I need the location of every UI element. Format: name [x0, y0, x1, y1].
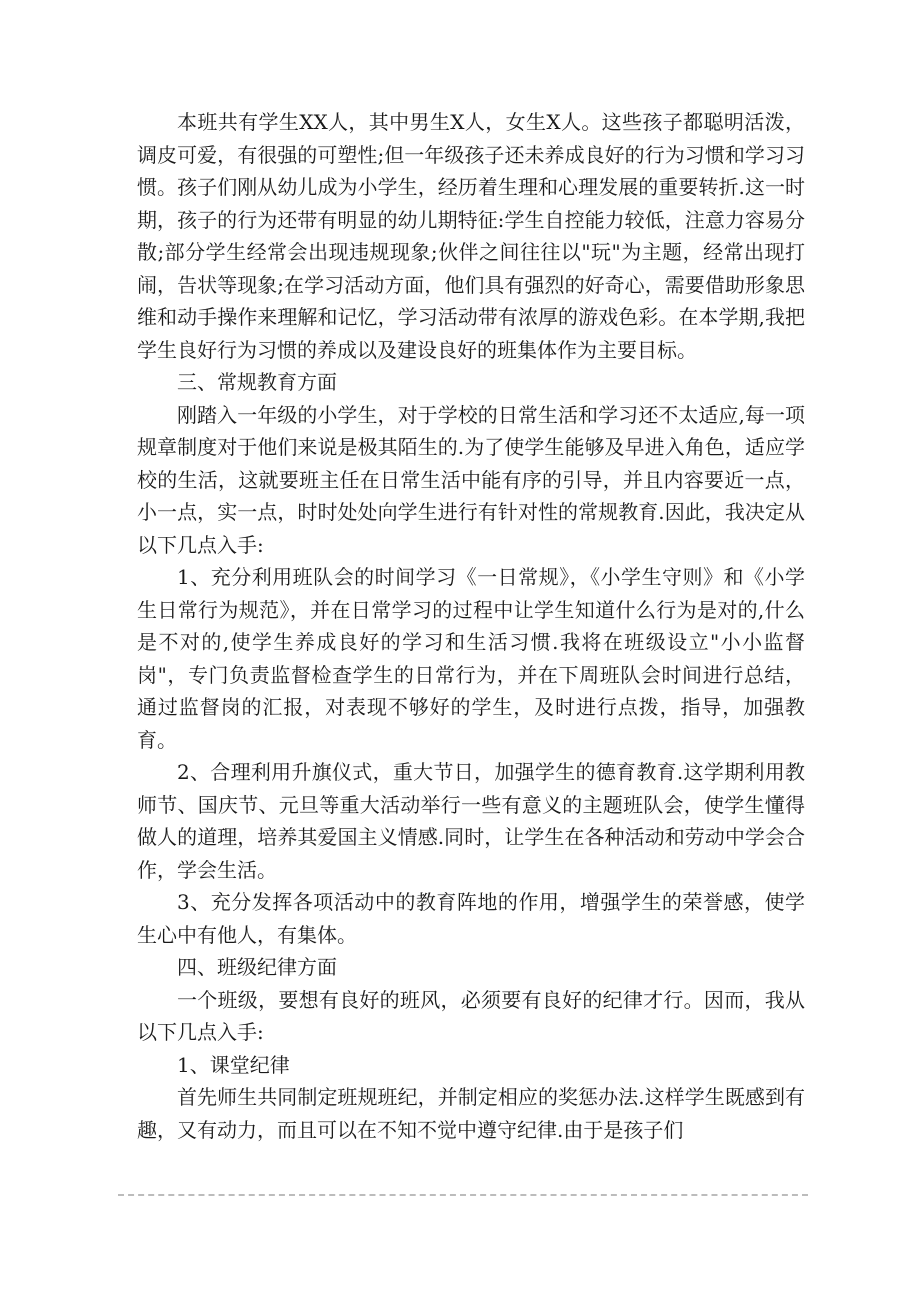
section-heading-class-discipline: 四、班级纪律方面	[177, 955, 337, 979]
paragraph-routine-point-1: 1、充分利用班队会的时间学习《一日常规》，《小学生守则》和《小学生日常行为规范》，并在日常学习的过程中让学生知道什么行为是对的,什么是不对的,使学生养成良好的学习和生活习惯.我将在班级设立"小小监督岗"，专门负责监督检查学生的日常行为，并在下周班队会时间进行总结，通过监督岗的汇报，对表现不够好的学生，及时进行点拨，指导，加强教育。	[137, 565, 805, 752]
paragraph-routine-point-2: 2、合理利用升旗仪式，重大节日，加强学生的德育教育.这学期利用教师节、国庆节、元旦等重大活动举行一些有意义的主题班队会，使学生懂得做人的道理，培养其爱国主义情感.同时，让学生在各种活动和劳动中学会合作，学会生活。	[137, 760, 805, 882]
paragraph-class-overview: 本班共有学生XX人，其中男生X人，女生X人。这些孩子都聪明活泼，调皮可爱，有很强的可塑性;但一年级孩子还未养成良好的行为习惯和学习习惯。孩子们刚从幼儿成为小学生，经历着生理和心理发展的重要转折.这一时期，孩子的行为还带有明显的幼儿期特征:学生自控能力较低，注意力容易分散;部分学生经常会出现违规现象;伙伴之间往往以"玩"为主题，经常出现打闹，告状等现象;在学习活动方面，他们具有强烈的好奇心，需要借助形象思维和动手操作来理解和记忆，学习活动带有浓厚的游戏色彩。在本学期,我把学生良好行为习惯的养成以及建设良好的班集体作为主要目标。	[137, 110, 805, 362]
subheading-classroom-discipline: 1、课堂纪律	[177, 1052, 290, 1077]
section-heading-routine-education: 三、常规教育方面	[177, 370, 337, 394]
paragraph-discipline-intro: 一个班级，要想有良好的班风，必须要有良好的纪律才行。因而，我从以下几点入手:	[137, 987, 805, 1044]
paragraph-classroom-rules: 首先师生共同制定班规班纪，并制定相应的奖惩办法.这样学生既感到有趣，又有动力，而且可以在不知不觉中遵守纪律.由于是孩子们	[137, 1085, 805, 1142]
paragraph-routine-point-3: 3、充分发挥各项活动中的教育阵地的作用，增强学生的荣誉感，使学生心中有他人，有集体。	[137, 890, 805, 947]
paragraph-routine-intro: 刚踏入一年级的小学生，对于学校的日常生活和学习还不太适应,每一项规章制度对于他们来说是极其陌生的.为了使学生能够及早进入角色，适应学校的生活，这就要班主任在日常生活中能有序的引导，并且内容要近一点，小一点，实一点，时时处处向学生进行有针对性的常规教育.因此，我决定从以下几点入手:	[137, 402, 805, 557]
page-bottom-divider	[118, 1194, 808, 1196]
document-body	[137, 106, 805, 1146]
